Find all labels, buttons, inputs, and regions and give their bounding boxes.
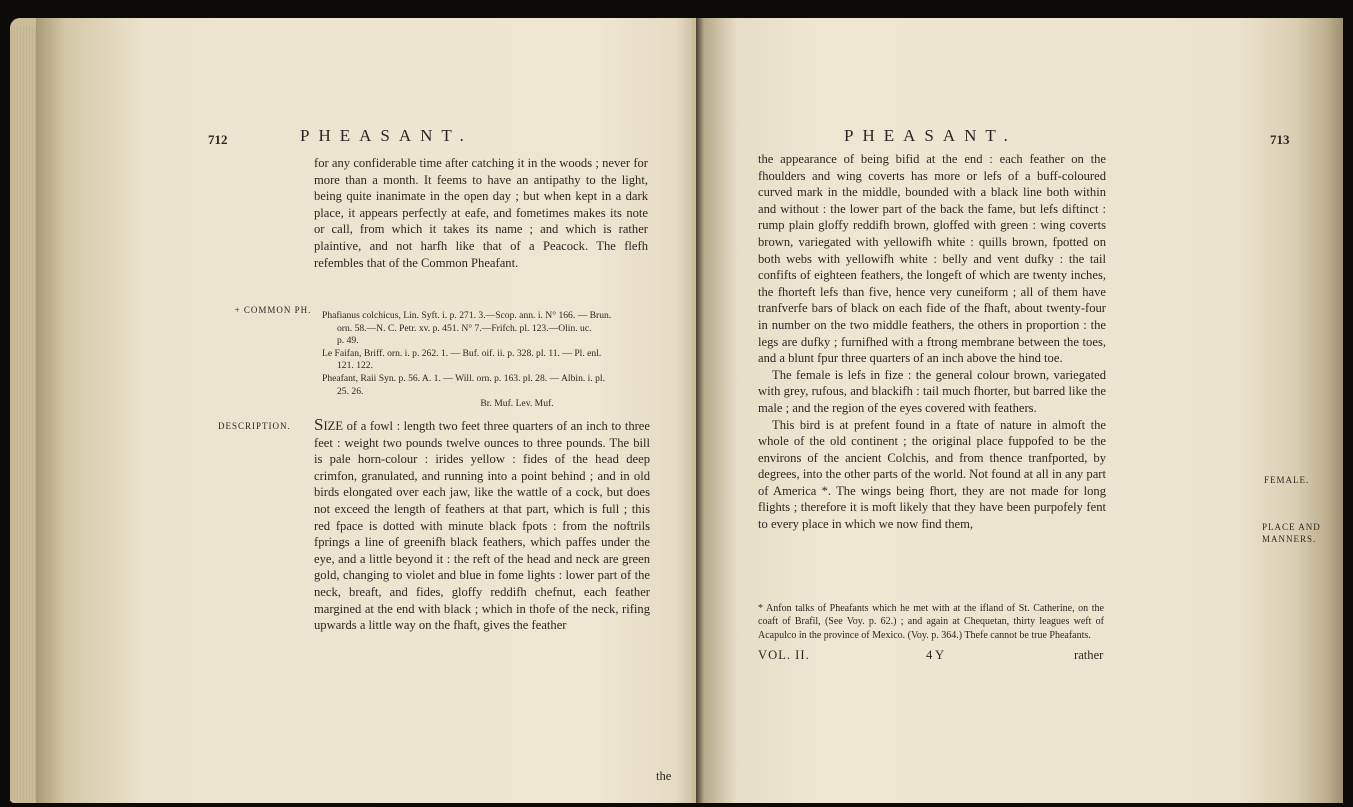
right-body-text xyxy=(758,151,1106,533)
citation-line: 25. 26. xyxy=(337,385,364,397)
continuation-paragraph: the appearance of being bifid at the end : each feather on the fhoulders and wing coverts has more or lefs of a buff-coloured curved mark in the middle, bounded with a black line both within and without : the lower part of the back the fame, but lefs diftinct : rump plain gloffy reddifh brown, gloffed with green : wing coverts brown, variegated with yellowifh white : quills brown, fpotted on both webs with yellowifh white : belly and vent dufky : the tail confifts of eighteen feathers, the longeft of which are twenty inches, the fhorteft lefs than five, hence very cuneiform ; all of them have tranfverfe bars of black on each fide of the fhaft, about twenty-four in number on the two middle feathers, the others in proportion : the legs are dufky ; furnifhed with a ftrong membrane between the toes, and a blunt fpur three quarters of an inch above the hind toe. xyxy=(758,152,1106,366)
right-page xyxy=(696,18,1343,803)
description-paragraph: IZE of a fowl : length two feet three quarters of an inch to three feet : weight two pounds twelve ounces to three pounds. The bill is pale horn-colour : irides yellow : fides of the head deep crimfon, granulated, and running into a point behind ; and in old birds elongated over each jaw, like the wattle of a cock, but does not exceed the length of feathers at that part, which is full ; this red fpace is dotted with minute black fpots : from the noftrils fprings a line of greenifh black feathers, which paffes under the eye, and a little beyond it : the reft of the head and neck are green gold, changing to violet and blue in fome lights : lower part of the neck, breaft, and fides, gloffy reddifh chefnut, each feather margined at the end with black ; which in thofe of the neck, rifing upwards a little way on the fhaft, gives the feather xyxy=(314,419,650,633)
left-folio: 712 xyxy=(208,132,228,147)
right-folio: 713 xyxy=(1270,132,1290,147)
left-running-head: PHEASANT. xyxy=(300,126,473,145)
left-page xyxy=(36,18,692,803)
right-running-head: PHEASANT. xyxy=(844,126,1017,145)
citation-line: p. 49. xyxy=(337,335,359,347)
margin-description: DESCRIPTION. xyxy=(218,421,291,431)
citation-line: Phafianus colchicus, Lin. Syft. i. p. 271. 3.—Scop. ann. i. N° 166. — Brun. xyxy=(322,310,612,321)
citation-line: Le Faifan, Briff. orn. i. p. 262. 1. — Buf. oif. ii. p. 328. pl. 11. — Pl. enl. xyxy=(322,347,602,359)
margin-female: FEMALE. xyxy=(1264,475,1310,485)
margin-place-line-2: MANNERS. xyxy=(1262,534,1317,544)
signature-mark: 4 Y xyxy=(926,648,945,662)
left-catchword: the xyxy=(656,769,672,783)
open-book xyxy=(10,18,1343,803)
citation-block xyxy=(322,310,652,411)
drop-cap: S xyxy=(314,415,324,434)
footnote: * Anfon talks of Pheafants which he met with at the ifland of St. Catherine, on the coaft of Brafil, (See Voy. p. 62.) ; and again at Chequetan, thirty leagues weft of Acapulco in the province of Mexico. (Voy. p. 364.) Thefe cannot be true Pheafants. xyxy=(758,603,1104,641)
description-text xyxy=(314,417,650,634)
citation-line: Pheafant, Raii Syn. p. 56. A. 1. — Will. orn. p. 163. pl. 28. — Albin. i. pl. xyxy=(322,372,605,384)
citation-line: orn. 58.—N. C. Petr. xv. p. 451. N° 7.—Frifch. pl. 123.—Olin. uc. xyxy=(337,322,592,334)
citation-line: Br. Muf. Lev. Muf. xyxy=(480,398,554,410)
left-opening-text xyxy=(314,155,648,271)
citation-line: 121. 122. xyxy=(337,360,373,372)
left-opening-paragraph: for any confiderable time after catching it in the woods ; never for more than a month. It feems to have an antipathy to the light, being quite inanimate in the open day ; but when kept in a dark place, it appears perfectly at eafe, and fometimes makes its note or call, from which it takes its name ; and which is rather plaintive, and not harfh like that of a Peacock. The flefh refembles that of the Common Pheafant. xyxy=(314,156,648,270)
place-paragraph: This bird is at prefent found in a ftate of nature in almoft the whole of the old continent ; the original place fuppofed to be the environs of the ancient Colchis, and from thence tranfported, by degrees, into the other parts of the world. Not found at all in any part of America *. The wings being fhort, they are not made for long flights ; therefore it is moft likely that they have been purpofely fent to every place in which we now find them, xyxy=(758,417,1106,532)
margin-place-line-1: PLACE AND xyxy=(1262,522,1321,532)
signature-volume: VOL. II. xyxy=(758,648,810,662)
margin-common-pheasant: + COMMON PH. xyxy=(234,305,312,315)
female-paragraph: The female is lefs in fize : the general colour brown, variegated with grey, rufous, and blackifh : tail much fhorter, but barred like the male ; and the region of the eyes covered with feathers. xyxy=(758,367,1106,415)
left-page-edges xyxy=(10,26,36,801)
right-catchword: rather xyxy=(1074,648,1104,662)
